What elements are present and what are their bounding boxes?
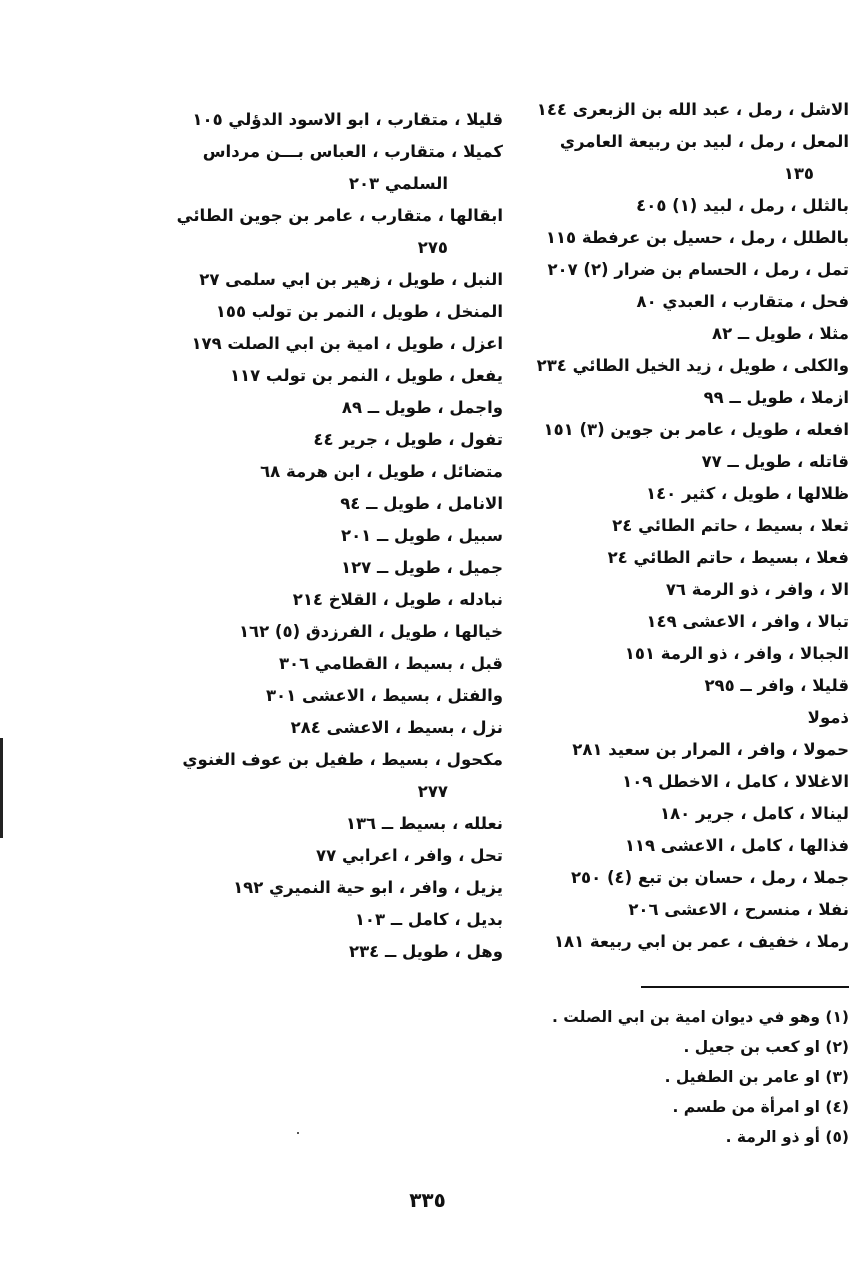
- footnotes: [489, 1002, 849, 1152]
- footnote: (١) وهو في ديوان امية بن ابي الصلت .: [551, 1008, 849, 1026]
- index-entry: النبل ، طويل ، زهير بن ابي سلمى ٢٧: [199, 270, 503, 289]
- index-entry: ازملا ، طويل ــ ٩٩: [703, 388, 849, 407]
- index-entry: المنخل ، طويل ، النمر بن تولب ١٥٥: [215, 302, 503, 321]
- footnote: (٥) أو ذو الرمة .: [725, 1128, 849, 1146]
- index-entry: وهل ، طويل ــ ٢٣٤: [349, 942, 503, 961]
- index-entry: اعزل ، طويل ، امية بن ابي الصلت ١٧٩: [191, 334, 503, 353]
- index-column-right: [514, 94, 849, 958]
- index-entry: فعلا ، بسيط ، حاتم الطائي ٢٤: [607, 548, 849, 567]
- index-entry: سبيل ، طويل ــ ٢٠١: [341, 526, 503, 545]
- index-column-left: [163, 104, 503, 968]
- index-entry: جملا ، رمل ، حسان بن تبع (٤) ٢٥٠: [570, 868, 849, 887]
- index-entry: الاشل ، رمل ، عبد الله بن الزبعرى ١٤٤: [536, 100, 849, 119]
- index-entry: المعل ، رمل ، لبيد بن ربيعة العامري: [559, 132, 849, 151]
- footnote-divider: [641, 986, 849, 988]
- index-entry: الانامل ، طويل ــ ٩٤: [340, 494, 503, 513]
- index-entry: متضائل ، طويل ، ابن هرمة ٦٨: [260, 462, 503, 481]
- index-entry: مكحول ، بسيط ، طفيل بن عوف الغنوي: [182, 750, 503, 769]
- index-entry: تفول ، طويل ، جرير ٤٤: [313, 430, 503, 449]
- scan-edge-mark: [0, 738, 3, 838]
- index-entry: ابقالها ، متقارب ، عامر بن جوين الطائي: [176, 206, 503, 225]
- index-entry: بالثلل ، رمل ، لبيد (١) ٤٠٥: [636, 196, 849, 215]
- footnote: (٢) او كعب بن جعيل .: [683, 1038, 849, 1056]
- index-entry-continuation: السلمي ٢٠٣: [348, 174, 448, 193]
- index-entry: فذالها ، كامل ، الاعشى ١١٩: [624, 836, 849, 855]
- index-entry-continuation: ٢٧٧: [417, 782, 448, 801]
- index-entry: والكلى ، طويل ، زيد الخيل الطائي ٢٣٤: [536, 356, 849, 375]
- index-entry: ثعلا ، بسيط ، حاتم الطائي ٢٤: [612, 516, 849, 535]
- scan-speck: [297, 1132, 299, 1134]
- index-entry: نعلله ، بسيط ــ ١٣٦: [345, 814, 503, 833]
- index-entry-continuation: ١٣٥: [783, 164, 814, 183]
- index-entry: تحل ، وافر ، اعرابي ٧٧: [316, 846, 503, 865]
- index-entry: كميلا ، متقارب ، العباس بـــن مرداس: [202, 142, 503, 161]
- index-entry: افعله ، طويل ، عامر بن جوين (٣) ١٥١: [543, 420, 849, 439]
- page-number: ٣٣٥: [409, 1188, 446, 1212]
- index-entry: واجمل ، طويل ــ ٨٩: [341, 398, 503, 417]
- index-entry: فحل ، متقارب ، العبدي ٨٠: [636, 292, 849, 311]
- index-entry: ظلالها ، طويل ، كثير ١٤٠: [646, 484, 849, 503]
- index-entry: قليلا ، وافر ــ ٢٩٥: [704, 676, 849, 695]
- index-entry-continuation: ٢٧٥: [417, 238, 448, 257]
- index-entry: بالطلل ، رمل ، حسيل بن عرفطة ١١٥: [545, 228, 849, 247]
- index-entry: الاغلالا ، كامل ، الاخطل ١٠٩: [622, 772, 849, 791]
- index-entry: ذمولا: [807, 708, 849, 727]
- index-entry: نبادله ، طويل ، القلاخ ٢١٤: [292, 590, 503, 609]
- footnote: (٣) او عامر بن الطفيل .: [664, 1068, 849, 1086]
- index-entry: قبل ، بسيط ، القطامي ٣٠٦: [278, 654, 503, 673]
- index-entry: يفعل ، طويل ، النمر بن تولب ١١٧: [229, 366, 503, 385]
- index-entry: يزيل ، وافر ، ابو حية النميري ١٩٢: [233, 878, 503, 897]
- index-entry: نفلا ، منسرح ، الاعشى ٢٠٦: [628, 900, 849, 919]
- index-entry: بديل ، كامل ــ ١٠٣: [354, 910, 503, 929]
- index-entry: قاتله ، طويل ــ ٧٧: [701, 452, 849, 471]
- index-entry: رملا ، خفيف ، عمر بن ابي ربيعة ١٨١: [553, 932, 849, 951]
- index-entry: والفتل ، بسيط ، الاعشى ٣٠١: [265, 686, 503, 705]
- index-entry: حمولا ، وافر ، المرار بن سعيد ٢٨١: [572, 740, 849, 759]
- index-entry: مثلا ، طويل ــ ٨٢: [712, 324, 849, 343]
- index-entry: نزل ، بسيط ، الاعشى ٢٨٤: [290, 718, 503, 737]
- index-entry: الا ، وافر ، ذو الرمة ٧٦: [665, 580, 849, 599]
- index-entry: جميل ، طويل ــ ١٢٧: [341, 558, 503, 577]
- index-entry: لينالا ، كامل ، جرير ١٨٠: [660, 804, 849, 823]
- index-entry: تمل ، رمل ، الحسام بن ضرار (٢) ٢٠٧: [547, 260, 849, 279]
- index-entry: الجبالا ، وافر ، ذو الرمة ١٥١: [624, 644, 849, 663]
- index-entry: تبالا ، وافر ، الاعشى ١٤٩: [646, 612, 849, 631]
- index-entry: خيالها ، طويل ، الفرزدق (٥) ١٦٢: [238, 622, 503, 641]
- index-entry: قليلا ، متقارب ، ابو الاسود الدؤلي ١٠٥: [192, 110, 503, 129]
- footnote: (٤) او امرأة من طسم .: [672, 1098, 849, 1116]
